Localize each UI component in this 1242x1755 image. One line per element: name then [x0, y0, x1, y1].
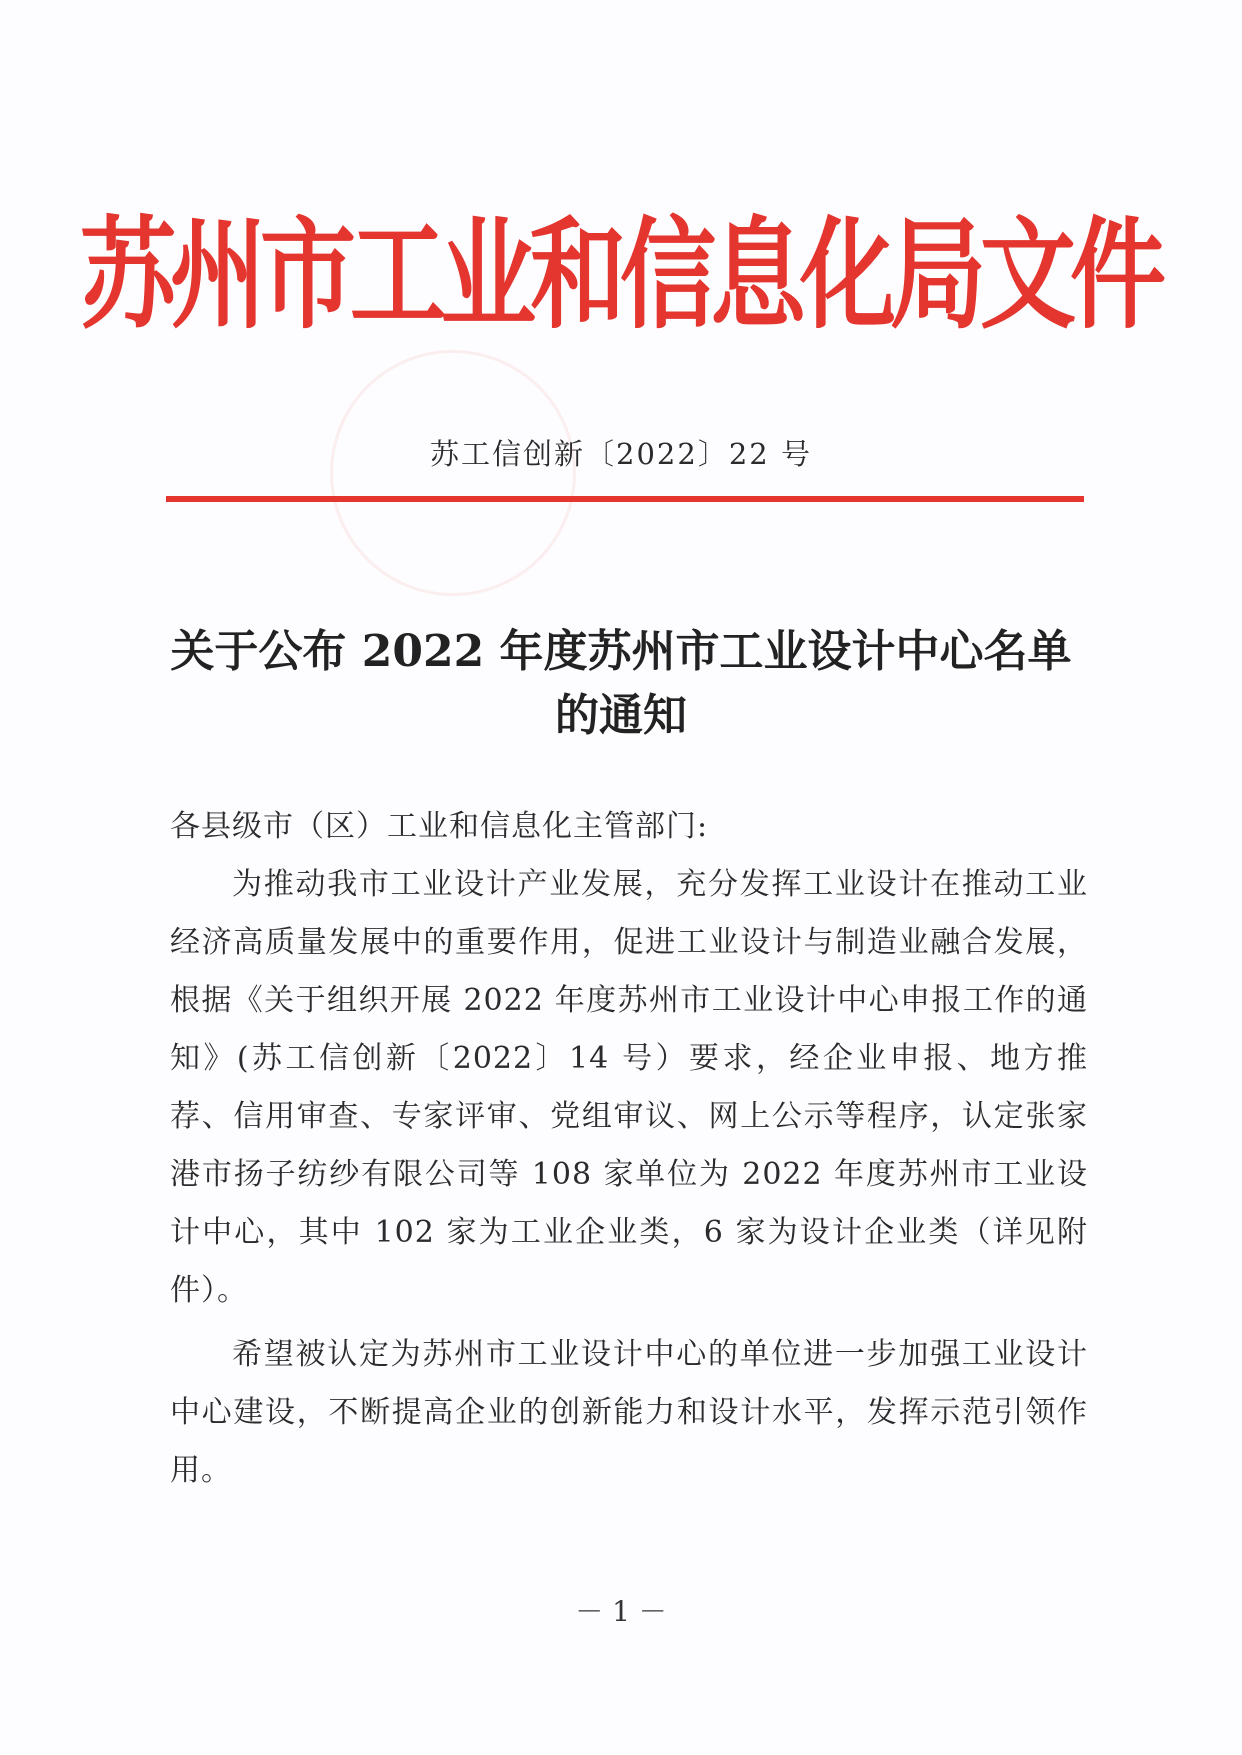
page-number: － 1 －: [575, 1595, 667, 1628]
document-number: 苏工信创新〔2022〕22 号: [430, 437, 812, 471]
red-divider-line: [166, 496, 1084, 502]
body-paragraph-1: 为推动我市工业设计产业发展，充分发挥工业设计在推动工业经济高质量发展中的重要作用，促进工业设计与制造业融合发展，根据《关于组织开展 2022 年度苏州市工业设计中心申报工作的通知》(苏工信创新〔2022〕14 号）要求，经企业申报、地方推荐、信用审查、专家评审、党组审议、网上公示等程序，认定张家港市扬子纺纱有限公司等 108 家单位为 2022 年度苏州市工业设计中心，其中 102 家为工业企业类，6 家为设计企业类（详见附件）。: [170, 867, 1088, 1308]
body-paragraph-2: 希望被认定为苏州市工业设计中心的单位进一步加强工业设计中心建设，不断提高企业的创新能力和设计水平，发挥示范引领作用。: [170, 1337, 1088, 1488]
faint-seal-mark: [330, 350, 576, 596]
masthead-title: 苏州市工业和信息化局文件: [80, 204, 1160, 345]
salutation: 各县级市（区）工业和信息化主管部门:: [170, 809, 709, 844]
notice-title-line-2: 的通知: [555, 690, 687, 741]
notice-title-line-1: 关于公布 2022 年度苏州市工业设计中心名单: [170, 626, 1072, 677]
notice-title: [150, 620, 1092, 748]
